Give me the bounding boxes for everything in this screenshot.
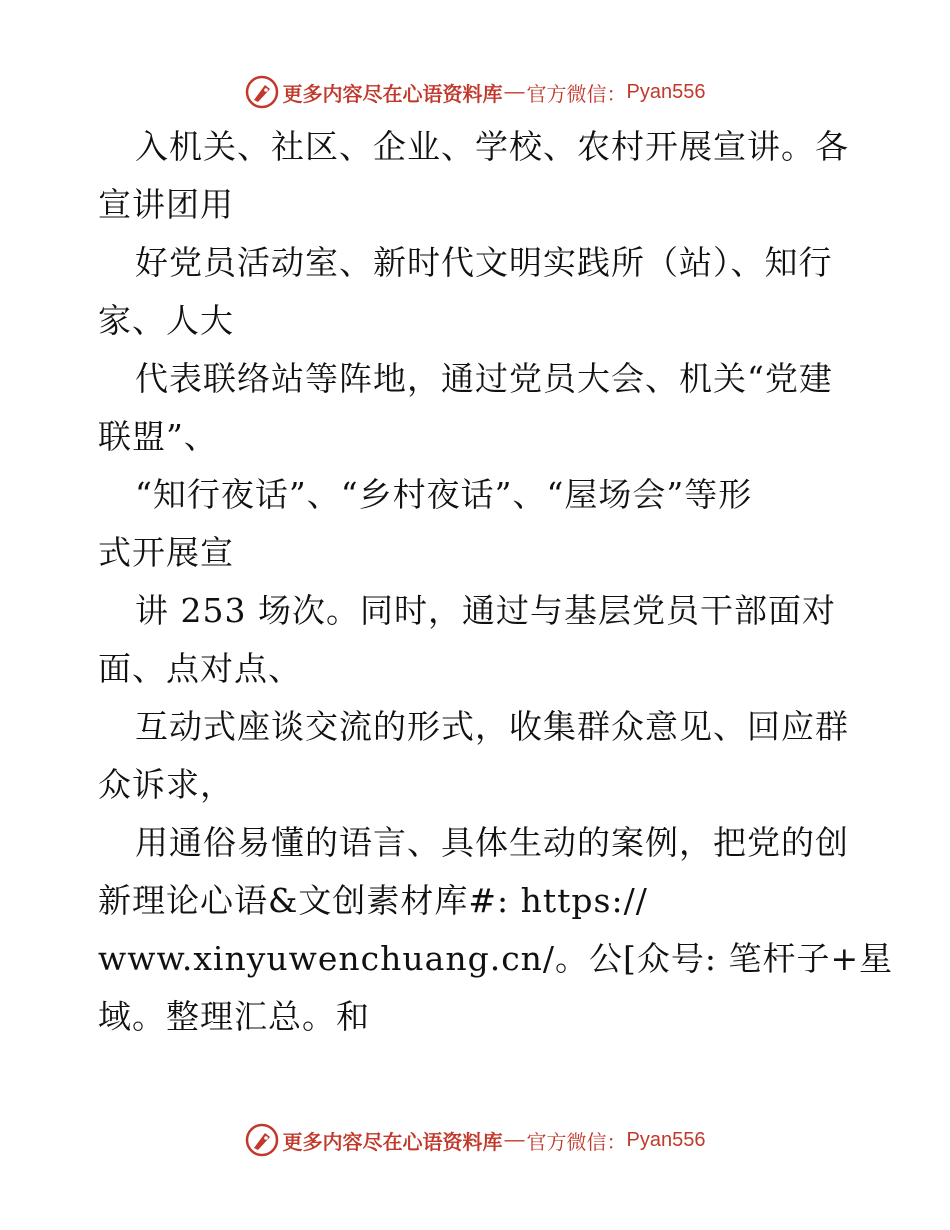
body-line: 用通俗易懂的语言、具体生动的案例，把党的创	[135, 823, 849, 862]
footer-dash: —	[504, 1128, 525, 1151]
body-line: 入机关、社区、企业、学校、农村开展宣讲。各	[135, 127, 849, 166]
pen-nib-icon	[245, 1123, 279, 1157]
footer-watermark	[0, 1120, 950, 1160]
body-line: www.xinyuwenchuang.cn/。公[众号: 笔杆子+星	[98, 939, 894, 978]
header-contact-id: Pyan556	[626, 80, 706, 103]
body-line: 联盟”、	[98, 417, 218, 456]
body-line: 面、点对点、	[98, 649, 302, 688]
header-watermark	[0, 72, 950, 112]
header-brand: 更多内容尽在心语资料库	[282, 81, 503, 106]
header-dash: —	[504, 80, 525, 103]
body-line: 互动式座谈交流的形式，收集群众意见、回应群	[135, 707, 849, 746]
body-line: 讲 253 场次。同时，通过与基层党员干部面对	[135, 591, 836, 630]
footer-contact-label: 官方微信：	[526, 1129, 627, 1154]
body-line: 式开展宣	[98, 533, 234, 572]
document-body	[98, 118, 894, 1046]
body-line: 众诉求，	[98, 765, 234, 804]
body-line: 域。整理汇总。和	[98, 997, 370, 1036]
body-line: 好党员活动室、新时代文明实践所（站）、知行	[135, 243, 833, 282]
body-line: 代表联络站等阵地，通过党员大会、机关“党建	[135, 359, 833, 398]
header-contact-label: 官方微信：	[526, 81, 627, 106]
body-line: 家、人大	[98, 301, 234, 340]
body-line: 新理论心语&文创素材库#: https://	[98, 881, 648, 920]
footer-brand: 更多内容尽在心语资料库	[282, 1129, 503, 1154]
body-line: 宣讲团用	[98, 185, 234, 224]
pen-nib-icon	[245, 75, 279, 109]
body-line: “知行夜话”、“乡村夜话”、“屋场会”等形	[135, 475, 753, 514]
footer-contact-id: Pyan556	[626, 1128, 706, 1151]
